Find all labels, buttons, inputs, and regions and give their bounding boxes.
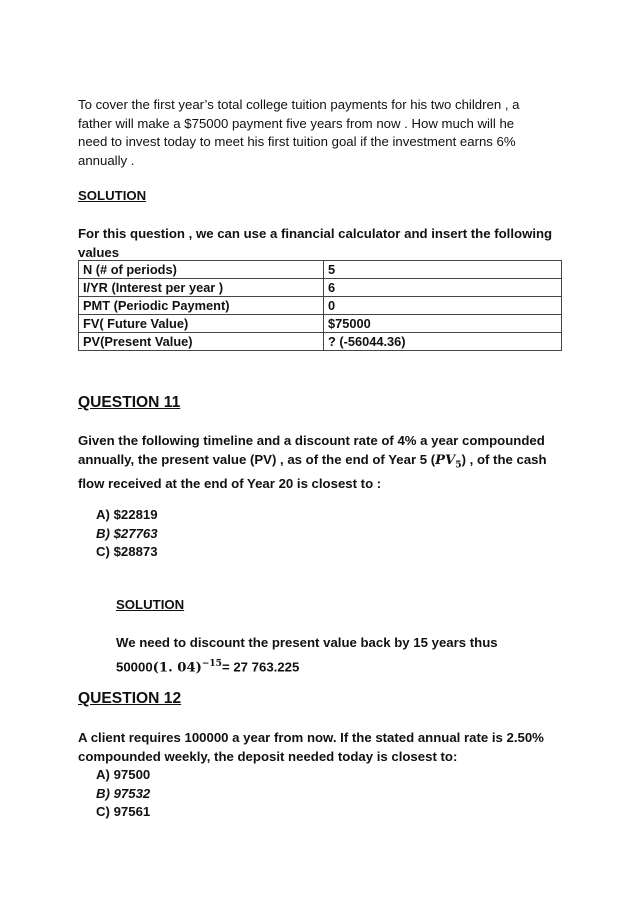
- solution-text: [78, 225, 562, 262]
- formula-result: = 27 763.225: [221, 658, 300, 674]
- option-label: B): [96, 785, 110, 801]
- option-c: [96, 803, 396, 822]
- table-row: [79, 279, 562, 297]
- pv-symbol: [435, 452, 462, 471]
- table-cell-value: 5: [324, 261, 562, 279]
- table-cell-label: PV(Present Value): [79, 333, 324, 351]
- option-a: [96, 766, 396, 785]
- option-text: $22819: [113, 507, 158, 522]
- intro-line: To cover the first year’s total college tuition payments for his two children , a: [78, 97, 520, 112]
- formula-exponent: −15: [201, 658, 222, 669]
- option-label: A): [96, 507, 110, 522]
- option-label: C): [96, 804, 110, 820]
- question-line: A client requires 100000 a year from now. If the stated annual rate is 2.50%: [78, 730, 544, 745]
- formula-paren: (1. 04): [152, 659, 202, 675]
- table-cell-label: N (# of periods): [79, 261, 324, 279]
- question-text-fragment: annually, the present value (PV) , as of the end of Year 5 (: [78, 451, 436, 467]
- table-row: [79, 297, 562, 315]
- question-11-options: [96, 506, 396, 562]
- solution-formula: [116, 655, 562, 678]
- intro-line: need to invest today to meet his first tuition goal if the investment earns 6%: [78, 134, 516, 150]
- option-b: [96, 525, 396, 544]
- table-cell-label: PMT (Periodic Payment): [79, 297, 324, 315]
- option-text: 97500: [113, 767, 151, 782]
- table-row: [79, 315, 562, 333]
- solution-line: We need to discount the present value back by 15 years thus: [116, 635, 498, 650]
- question-11-heading: QUESTION 11: [78, 394, 181, 411]
- table-cell-value: 0: [324, 297, 562, 315]
- values-table: [78, 260, 562, 351]
- table-row: [79, 333, 562, 351]
- question-text-fragment: ) , of the cash: [461, 451, 547, 467]
- question-11-solution-heading: SOLUTION: [116, 597, 185, 612]
- table-cell-label: I/YR (Interest per year ): [79, 279, 324, 297]
- table-row: [79, 261, 562, 279]
- option-text: 97561: [113, 804, 151, 820]
- formula-base: 50000: [116, 658, 153, 674]
- intro-line: annually .: [78, 152, 135, 168]
- option-text: 97532: [113, 785, 151, 801]
- values-table-wrapper: [78, 260, 562, 351]
- table-cell-value: 6: [324, 279, 562, 297]
- table-cell-value: $75000: [324, 315, 562, 333]
- question-12-options: [96, 766, 396, 822]
- question-11-text: [78, 432, 562, 493]
- table-cell-label: FV( Future Value): [79, 315, 324, 333]
- solution-text-line: For this question , we can use a financial calculator and insert the following: [78, 226, 553, 241]
- option-b: [96, 785, 396, 804]
- pv-symbol-text: PV: [435, 452, 456, 468]
- table-cell-value: ? (-56044.36): [324, 333, 562, 351]
- option-label: B): [96, 525, 110, 541]
- intro-line: father will make a $75000 payment five years from now . How much will he: [78, 115, 515, 131]
- option-text: $28873: [113, 544, 158, 560]
- pv-subscript: 5: [455, 460, 462, 471]
- question-12-text: [78, 729, 562, 766]
- option-a: [96, 506, 396, 525]
- question-line: [78, 451, 562, 475]
- intro-paragraph: [78, 96, 562, 170]
- option-label: C): [96, 544, 110, 560]
- question-12-heading: QUESTION 12: [78, 690, 182, 707]
- option-c: [96, 543, 396, 562]
- question-line: Given the following timeline and a discount rate of 4% a year compounded: [78, 433, 545, 448]
- option-label: A): [96, 767, 110, 782]
- solution-heading: SOLUTION: [78, 188, 147, 203]
- question-line: flow received at the end of Year 20 is closest to :: [78, 475, 382, 491]
- option-text: $27763: [113, 525, 158, 541]
- solution-text-line: values: [78, 244, 120, 260]
- question-line: compounded weekly, the deposit needed today is closest to:: [78, 748, 458, 764]
- question-11-solution-text: [116, 634, 562, 678]
